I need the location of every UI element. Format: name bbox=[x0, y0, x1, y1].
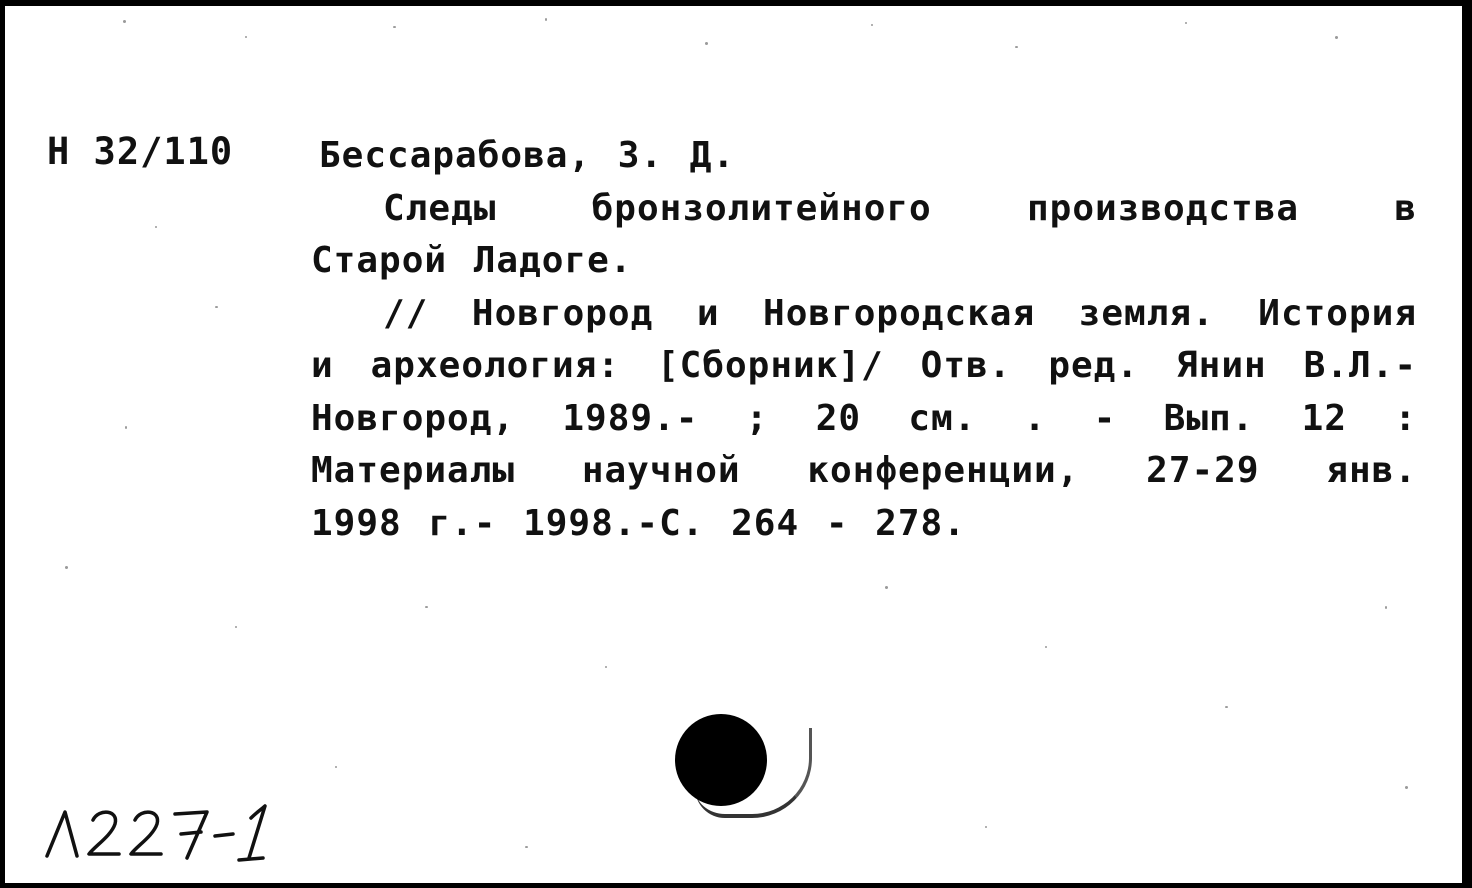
call-number: Н 32/110 bbox=[47, 130, 234, 173]
source-line-5: 1998 г.- 1998.-С. 264 - 278. bbox=[311, 502, 966, 544]
author-line: Бессарабова, З. Д. bbox=[319, 135, 736, 176]
punch-hole bbox=[675, 714, 767, 806]
title-line-1: Следы бронзолитейного производства в bbox=[383, 187, 1417, 229]
bibliographic-entry bbox=[311, 130, 1417, 550]
source-line-2: и археология: [Сборник]/ Отв. ред. Янин В.Л.- bbox=[311, 345, 1417, 386]
source-line-1: // Новгород и Новгородская земля. История bbox=[383, 292, 1417, 334]
title-line-2: Старой Ладоге. bbox=[311, 240, 633, 281]
source-line-4: Материалы научной конференции, 27-29 янв. bbox=[311, 450, 1417, 491]
handwritten-shelf-mark bbox=[43, 796, 283, 866]
source-line-3: Новгород, 1989.- ; 20 см. . - Вып. 12 : bbox=[311, 397, 1417, 439]
